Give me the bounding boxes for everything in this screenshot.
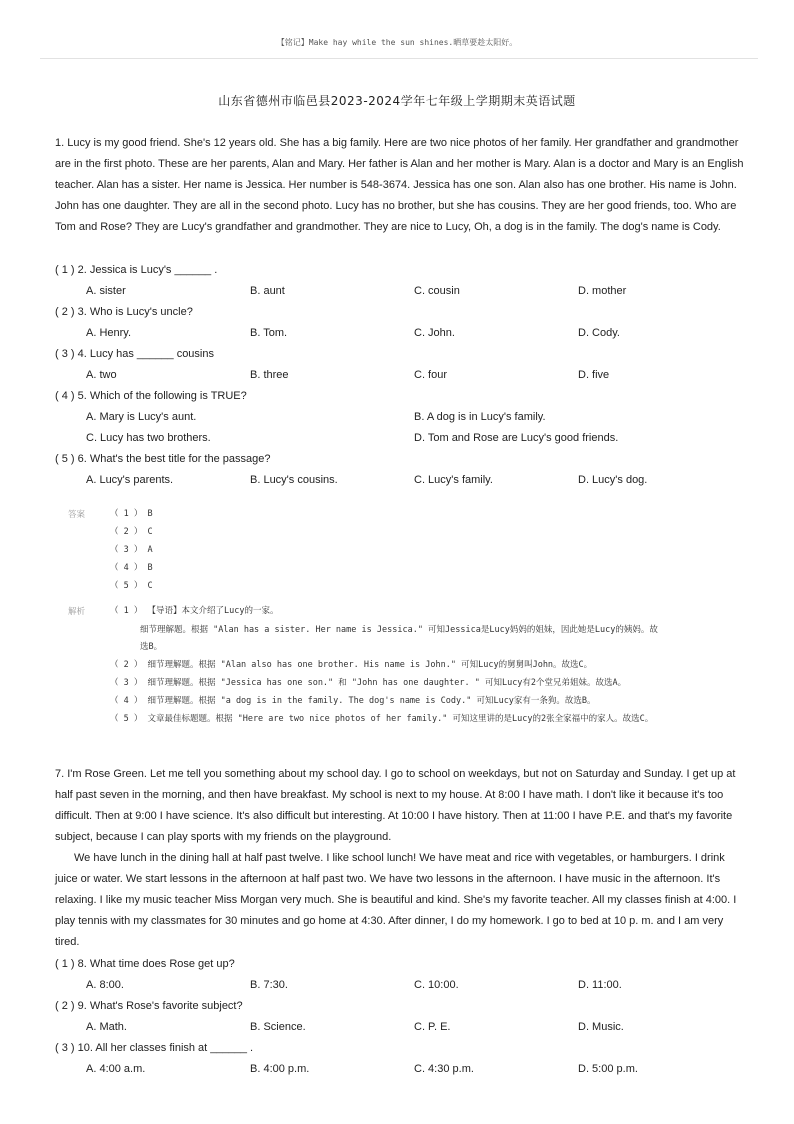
option-b: B. three xyxy=(250,369,289,381)
question-stem: ( 2 ) 9. What's Rose's favorite subject? xyxy=(55,1000,243,1012)
answer-item: （ 1 ） B xyxy=(110,509,153,519)
question-stem: ( 3 ) 10. All her classes finish at ______ . xyxy=(55,1042,254,1054)
header-divider xyxy=(40,58,758,59)
answer-item: （ 4 ） B xyxy=(110,563,153,573)
option-a: A. Mary is Lucy's aunt. xyxy=(86,411,197,423)
option-a: A. 8:00. xyxy=(86,979,124,991)
option-a: A. sister xyxy=(86,285,126,297)
reading-passage-1: 1. Lucy is my good friend. She's 12 years old. She has a big family. Here are two nice photos of her family. Her grandfather and grandmother are in the first photo. These are her parents, Alan and Mary. Her father is Alan and her mother is Mary. Alan is a doctor and Mary is an English teacher. Alan has a sister. Her name is Jessica. Her number is 548-3674. Jessica has one son. Alan also has one brother. His name is John. John has one daughter. They are all in the second photo. Lucy has no brother, but she has cousins. They are her good friends, too. Who are Tom and Rose? They are Lucy's grandfather and grandmother. They are nice to Lucy, Oh, a dog is in the family. The dog's name is Cody. xyxy=(55,137,744,233)
analysis-line: （ 1 ） 【导语】本文介绍了Lucy的一家。 xyxy=(110,606,279,616)
option-b: B. 4:00 p.m. xyxy=(250,1063,310,1075)
page-header-motto: 【铭记】Make hay while the sun shines.晒草要趁太阳好。 xyxy=(276,38,518,47)
option-d: D. Music. xyxy=(578,1021,624,1033)
exam-title: 山东省德州市临邑县2023-2024学年七年级上学期期末英语试题 xyxy=(218,94,576,108)
option-d: D. Cody. xyxy=(578,327,620,339)
option-c: C. Lucy's family. xyxy=(414,474,493,486)
option-a: A. 4:00 a.m. xyxy=(86,1063,146,1075)
question-stem: ( 1 ) 2. Jessica is Lucy's ______ . xyxy=(55,264,218,276)
answer-item: （ 2 ） C xyxy=(110,527,153,537)
option-b: B. Lucy's cousins. xyxy=(250,474,338,486)
option-a: A. Math. xyxy=(86,1021,127,1033)
analysis-label: 解析 xyxy=(68,607,86,617)
option-c: C. John. xyxy=(414,327,455,339)
option-d: D. 11:00. xyxy=(578,979,622,991)
answer-label: 答案 xyxy=(68,510,86,520)
option-c: C. 4:30 p.m. xyxy=(414,1063,474,1075)
option-d: D. Tom and Rose are Lucy's good friends. xyxy=(414,432,619,444)
option-c: C. Lucy has two brothers. xyxy=(86,432,211,444)
question-stem: ( 4 ) 5. Which of the following is TRUE? xyxy=(55,390,247,402)
question-stem: ( 1 ) 8. What time does Rose get up? xyxy=(55,958,235,970)
question-stem: ( 3 ) 4. Lucy has ______ cousins xyxy=(55,348,214,360)
analysis-line: （ 4 ） 细节理解题。根据 "a dog is in the family. The dog's name is Cody." 可知Lucy家有一条狗。故选B。 xyxy=(110,696,596,706)
answer-item: （ 3 ） A xyxy=(110,545,153,555)
answer-item: （ 5 ） C xyxy=(110,581,153,591)
option-d: D. Lucy's dog. xyxy=(578,474,648,486)
option-a: A. Lucy's parents. xyxy=(86,474,174,486)
analysis-line: 选B。 xyxy=(140,642,163,652)
analysis-line: （ 3 ） 细节理解题。根据 "Jessica has one son." 和 "John has one daughter. " 可知Lucy有2个堂兄弟姐妹。故选A。 xyxy=(110,678,627,688)
analysis-line: 细节理解题。根据 "Alan has a sister. Her name is Jessica." 可知Jessica是Lucy妈妈的姐妹，因此她是Lucy的姨妈。故 xyxy=(140,625,658,635)
option-b: B. Tom. xyxy=(250,327,288,339)
option-c: C. cousin xyxy=(414,285,460,297)
option-b: B. A dog is in Lucy's family. xyxy=(414,411,546,423)
reading-passage-2-paragraph-1: 7. I'm Rose Green. Let me tell you something about my school day. I go to school on weekdays, but not on Saturday and Sunday. I get up at half past seven in the morning, and then have breakfast. My school is next to my house. At 8:00 I have math. I don't like it because it's too difficult. Then at 9:00 I have science. It's also difficult but interesting. At 10:00 I have history. Then at 11:00 I have P.E. and that's my favorite subject, because I can play sports with my friends on the playground. xyxy=(55,768,736,843)
option-c: C. 10:00. xyxy=(414,979,459,991)
option-d: D. 5:00 p.m. xyxy=(578,1063,638,1075)
option-b: B. Science. xyxy=(250,1021,306,1033)
option-b: B. 7:30. xyxy=(250,979,288,991)
option-a: A. two xyxy=(86,369,117,381)
option-c: C. P. E. xyxy=(414,1021,451,1033)
question-stem: ( 5 ) 6. What's the best title for the passage? xyxy=(55,453,271,465)
reading-passage-2-paragraph-2: We have lunch in the dining hall at half past twelve. I like school lunch! We have meat and rice with vegetables, or hamburgers. I drink juice or water. We start lessons in the afternoon at half past two. We have two lessons in the afternoon. I have music in the afternoon. It's relaxing. I like my music teacher Miss Morgan very much. She is beautiful and kind. She's my favorite teacher. All my classes finish at 4:00. I play tennis with my classmates for 30 minutes and go home at 4:30. After dinner, I do my homework. I go to bed at 10 p. m. and I am very tired. xyxy=(55,852,737,948)
analysis-line: （ 5 ） 文章最佳标题题。根据 "Here are two nice photos of her family." 可知这里讲的是Lucy的2张全家福中的家人。故选C。 xyxy=(110,714,654,724)
analysis-line: （ 2 ） 细节理解题。根据 "Alan also has one brother. His name is John." 可知Lucy的舅舅叫John。故选C。 xyxy=(110,660,593,670)
question-stem: ( 2 ) 3. Who is Lucy's uncle? xyxy=(55,306,193,318)
option-c: C. four xyxy=(414,369,448,381)
option-b: B. aunt xyxy=(250,285,285,297)
option-d: D. mother xyxy=(578,285,627,297)
option-d: D. five xyxy=(578,369,610,381)
option-a: A. Henry. xyxy=(86,327,132,339)
